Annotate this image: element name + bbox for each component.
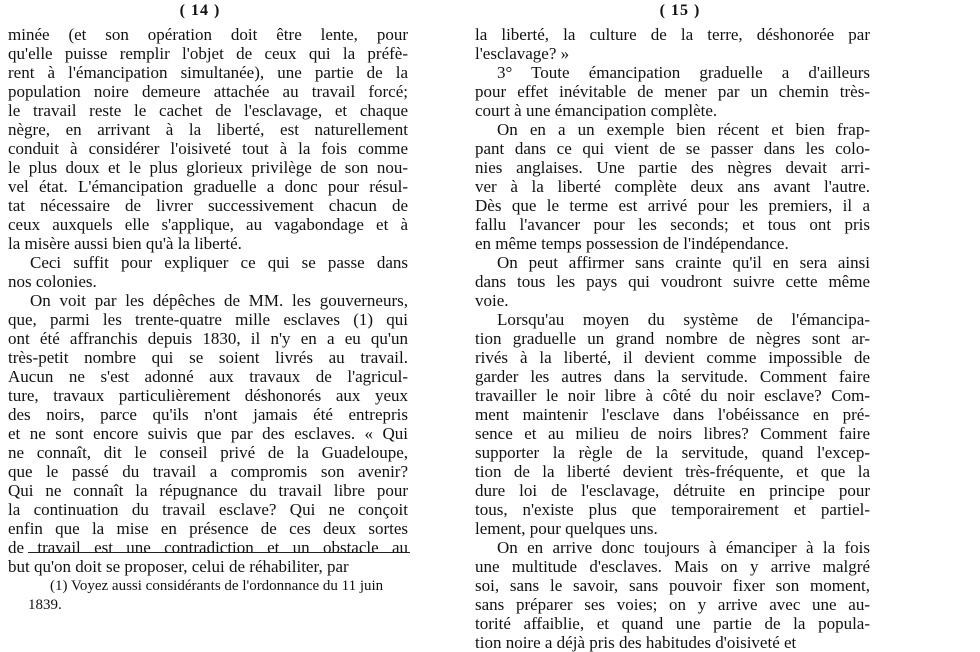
text-line: une multitude d'esclaves. Mais on y arrive malgré	[475, 557, 870, 576]
text-line: ver à la liberté complète deux ans avant l'autre.	[475, 177, 870, 196]
text-line: but qu'on doit se proposer, celui de réhabiliter, par	[8, 557, 349, 576]
footnote	[28, 577, 410, 615]
text-line: court à une émancipation complète.	[475, 101, 718, 120]
page-number: ( 14 )	[179, 2, 221, 19]
text-line: que le passé du travail a compromis son avenir?	[8, 462, 408, 481]
text-line: minée (et son opération doit être lente, pour	[8, 25, 408, 44]
text-line: le travail reste le cachet de l'esclavage, et chaque	[8, 101, 408, 120]
text-line: soi, sans le savoir, sans pouvoir fixer son moment,	[475, 576, 870, 595]
text-line: 3° Toute émancipation graduelle a d'ailleurs	[497, 63, 870, 82]
text-line: tous, n'existe plus que temporairement et partiel-	[475, 500, 870, 519]
text-line: torité affaiblie, et quand une partie de la popula-	[475, 614, 870, 633]
text-line: sence et au milieu de noirs libres? Comment faire	[475, 424, 870, 443]
text-line: ment maintenir l'esclave dans l'obéissance en pré-	[475, 405, 870, 424]
body-text	[8, 25, 408, 576]
text-line: le plus doux et le plus glorieux privilège de son nou-	[8, 158, 408, 177]
text-line: des noirs, parce qu'ils n'ont jamais été entrepris	[8, 405, 408, 424]
text-line: très-petit nombre qui se soient livrés au travail.	[8, 348, 408, 367]
text-line: rivés à la liberté, il devient comme impossible de	[475, 348, 870, 367]
text-line: travailler le noir libre à côté du noir esclave? Com-	[475, 386, 870, 405]
text-line: ceux auxquels elle s'applique, au vagabondage et à	[8, 215, 408, 234]
text-line: ont été affranchis depuis 1830, il n'y en a eu qu'un	[8, 329, 408, 348]
text-line: nos colonies.	[8, 272, 97, 291]
text-line: en même temps possession de l'indépendance.	[475, 234, 789, 253]
text-line: ne connaît, dit le conseil privé de la Guadeloupe,	[8, 443, 408, 462]
text-line: (1) Voyez aussi considérants de l'ordonnance du 11 juin	[50, 578, 384, 594]
text-line: garder les autres dans la servitude. Comment faire	[475, 367, 870, 386]
text-line: dure loi de l'esclavage, détruite en principe pour	[475, 481, 870, 500]
text-line: tion graduelle un grand nombre de nègres sont ar-	[475, 329, 870, 348]
left-page	[0, 0, 420, 614]
footnote-divider	[28, 552, 410, 553]
text-line: ture, travaux particulièrement déshonorés aux yeux	[8, 386, 408, 405]
text-line: Ceci suffit pour expliquer ce qui se passe dans	[30, 253, 408, 272]
text-line: la continuation du travail esclave? Qui ne conçoit	[8, 500, 408, 519]
text-line: tat nécessaire de livrer successivement chacun de	[8, 196, 408, 215]
text-line: Aucun ne s'est adonné aux travaux de l'agricul-	[8, 367, 408, 386]
text-line: sans préparer ses voies; on y arrive avec une au-	[475, 595, 870, 614]
text-line: la misère aussi bien qu'à la liberté.	[8, 234, 242, 253]
text-line: On en arrive donc toujours à émanciper à la fois	[497, 538, 870, 557]
text-line: et ne sont encore suivis que par des esclaves. « Qui	[8, 424, 408, 443]
text-line: pant dans ce qui vient de se passer dans les colo-	[475, 139, 870, 158]
text-line: lement, pour quelques uns.	[475, 519, 658, 538]
text-line: Lorsqu'au moyen du système de l'émancipa-	[497, 310, 870, 329]
text-line: On voit par les dépêches de MM. les gouverneurs,	[30, 291, 408, 310]
text-line: l'esclavage? »	[475, 44, 570, 63]
text-line: 1839.	[28, 597, 62, 613]
text-line: population noire demeure attachée au travail forcé;	[8, 82, 408, 101]
text-line: supporter la règle de la servitude, quand l'excep-	[475, 443, 870, 462]
text-line: tion de la liberté devient très-fréquente, et que la	[475, 462, 870, 481]
body-text	[475, 25, 870, 652]
text-line: nègre, en arrivant à la liberté, est naturellement	[8, 120, 408, 139]
text-line: voie.	[475, 291, 509, 310]
text-line: nies anglaises. Une partie des nègres devait arri-	[475, 158, 870, 177]
text-line: dans tous les pays qui voudront suivre cette même	[475, 272, 870, 291]
text-line: pour effet inévitable de mener par un chemin très-	[475, 82, 870, 101]
right-page	[470, 0, 870, 652]
text-line: tion noire a déjà pris des habitudes d'oisiveté et	[475, 633, 797, 652]
text-line: On en a un exemple bien récent et bien frap-	[497, 120, 870, 139]
text-line: qu'elle puisse remplir l'objet de ceux qui la préfè-	[8, 44, 408, 63]
text-line: Qui ne connaît la répugnance du travail libre pour	[8, 481, 408, 500]
text-line: que, parmi les trente-quatre mille esclaves (1) qui	[8, 310, 408, 329]
text-line: enfin que la mise en présence de ces deux sortes	[8, 519, 408, 538]
page-number: ( 15 )	[659, 2, 701, 19]
text-line: Dès que le terme est arrivé pour les premiers, il a	[475, 196, 870, 215]
text-line: de travail est une contradiction et un obstacle au	[8, 538, 408, 557]
text-line: fallu l'avancer pour les seconds; et tous ont pris	[475, 215, 870, 234]
text-line: On peut affirmer sans crainte qu'il en sera ainsi	[497, 253, 870, 272]
text-line: conduit à considérer l'oisiveté tout à la fois comme	[8, 139, 408, 158]
text-line: vel état. L'émancipation graduelle a donc pour résul-	[8, 177, 408, 196]
text-line: la liberté, la culture de la terre, déshonorée par	[475, 25, 870, 44]
text-line: rent à l'émancipation simultanée), une partie de la	[8, 63, 408, 82]
